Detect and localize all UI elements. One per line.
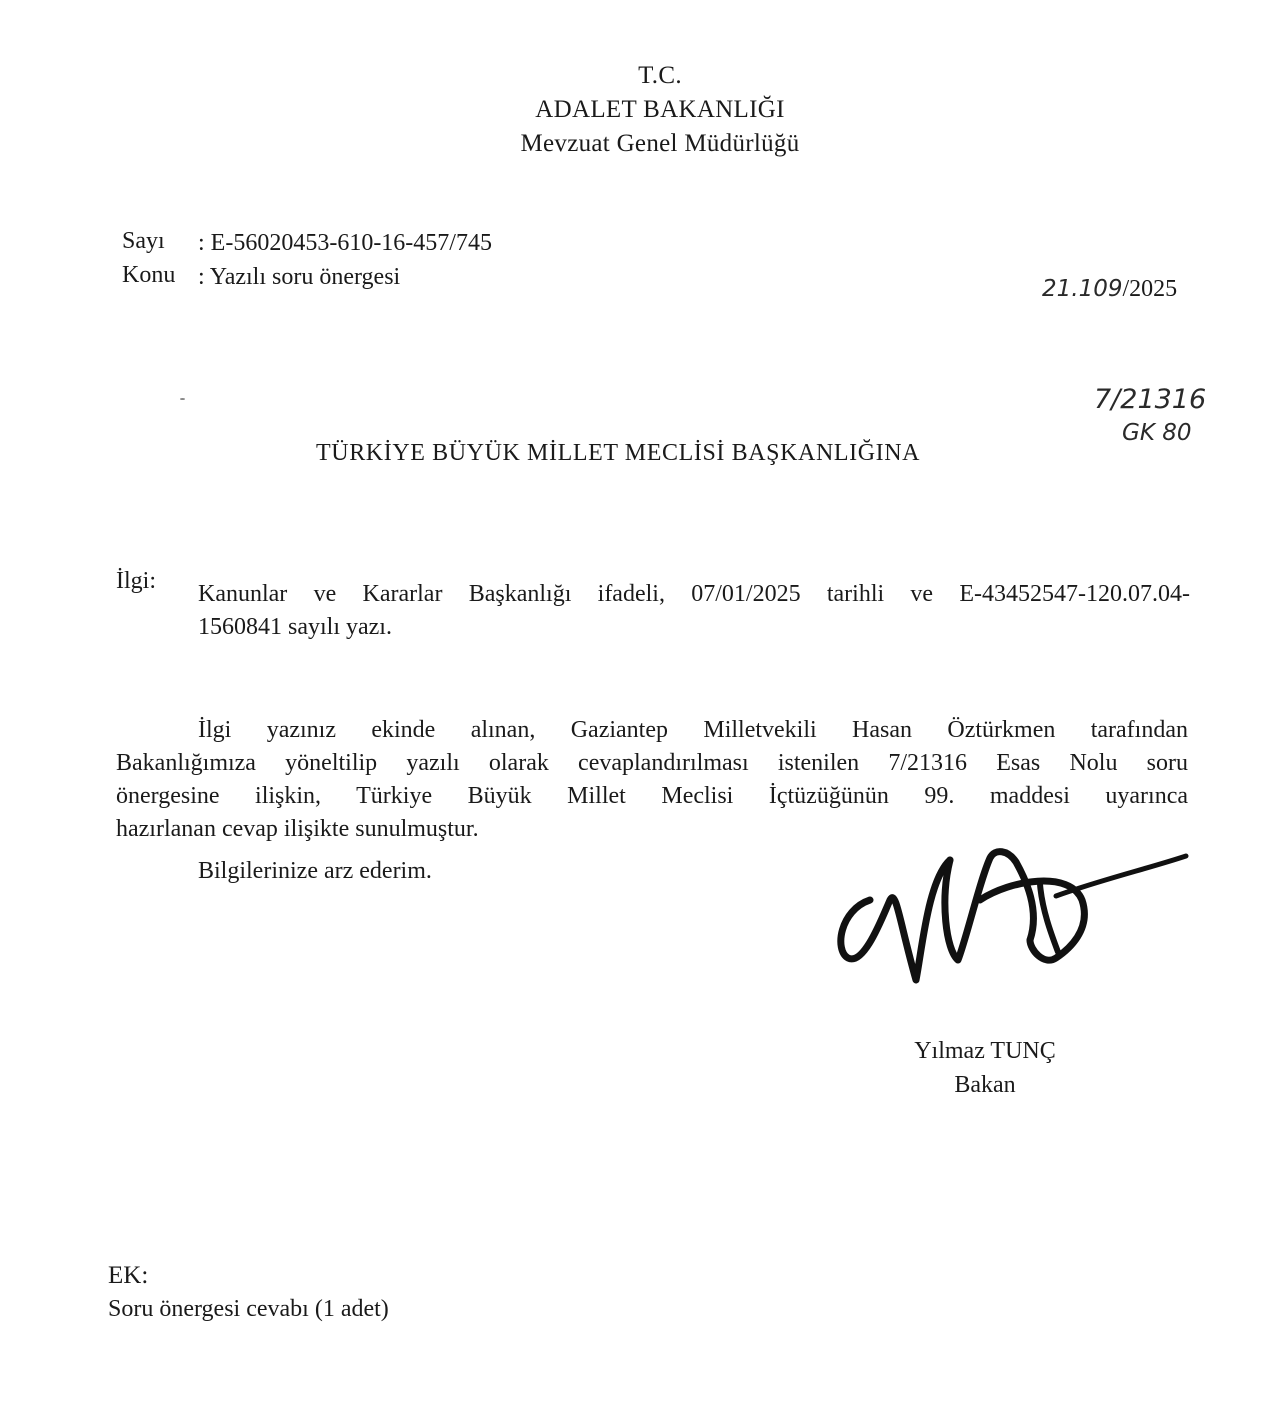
sayi-label: Sayı	[122, 228, 165, 254]
ilgi-line-1: Kanunlar ve Kararlar Başkanlığı ifadeli, 07/01/2025 tarihli ve E-43452547-120.07.04-	[198, 581, 1190, 607]
attachment-label: EK:	[108, 1262, 149, 1289]
konu-label: Konu	[122, 262, 176, 288]
closing-text: Bilgilerinize arz ederim.	[198, 858, 432, 884]
attachment-item: Soru önergesi cevabı (1 adet)	[108, 1296, 389, 1322]
signer-title: Bakan	[954, 1072, 1016, 1098]
annotation-reference: 7/21316	[1094, 384, 1207, 415]
ilgi-label: İlgi:	[116, 568, 156, 594]
header-tc: T.C.	[638, 62, 682, 89]
header-directorate: Mevzuat Genel Müdürlüğü	[520, 130, 800, 157]
date-year: /2025	[1122, 276, 1178, 302]
signature-scribble	[830, 840, 1200, 1000]
body-line-4: hazırlanan cevap ilişikte sunulmuştur.	[116, 816, 479, 842]
addressee: TÜRKİYE BÜYÜK MİLLET MECLİSİ BAŞKANLIĞINA	[316, 440, 921, 466]
header-ministry: ADALET BAKANLIĞI	[535, 96, 785, 123]
body-line-3: önergesine ilişkin, Türkiye Büyük Millet Meclisi İçtüzüğünün 99. maddesi uyarınca	[116, 783, 1188, 809]
body-paragraph	[116, 714, 1188, 846]
body-line-1: İlgi yazınız ekinde alınan, Gaziantep Milletvekili Hasan Öztürkmen tarafından	[198, 717, 1188, 743]
sayi-value: : E-56020453-610-16-457/745	[198, 230, 492, 256]
scan-speck	[180, 398, 185, 400]
konu-value: : Yazılı soru önergesi	[198, 264, 401, 290]
ilgi-text	[198, 578, 1190, 644]
ilgi-line-2: 1560841 sayılı yazı.	[198, 614, 392, 640]
annotation-code: GK 80	[1122, 420, 1192, 446]
signer-name: Yılmaz TUNÇ	[914, 1038, 1056, 1064]
document-date	[1042, 276, 1177, 303]
date-handwritten: 21.109	[1042, 276, 1123, 302]
body-line-2: Bakanlığımıza yöneltilip yazılı olarak cevaplandırılması istenilen 7/21316 Esas Nolu soru	[116, 750, 1188, 776]
